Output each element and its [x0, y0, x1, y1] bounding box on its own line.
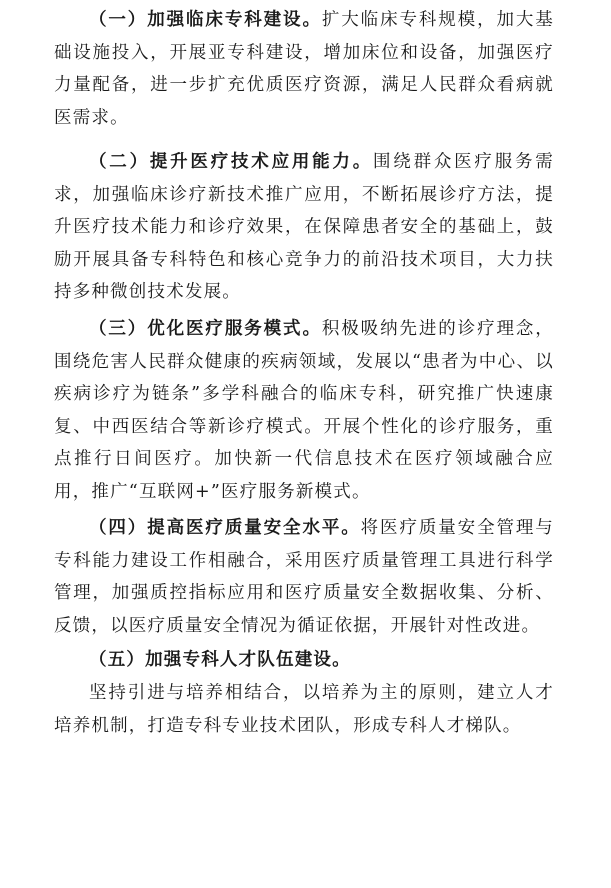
section-3-paragraph	[54, 313, 554, 509]
section-3-body: 积极吸纳先进的诊疗理念，围绕危害人民群众健康的疾病领域，发展以“患者为中心、以疾病诊疗为链条”多学科融合的临床专科，研究推广快速康复、中西医结合等新诊疗模式。开展个性化的诊疗服务，重点推行日间医疗。加快新一代信息技术在医疗领域融合应用，推广“互联网+”医疗服务新模式。	[54, 319, 555, 502]
section-1-body: 扩大临床专科规模，加大基础设施投入，开展亚专科建设，增加床位和设备，加强医疗力量配备，进一步扩充优质医疗资源，满足人民群众看病就医需求。	[54, 10, 555, 128]
section-4-heading: （四）提高医疗质量安全水平。	[89, 518, 361, 538]
section-2-paragraph	[54, 146, 554, 309]
section-1-heading: （一）加强临床专科建设。	[89, 10, 322, 30]
section-5-paragraph	[54, 644, 351, 677]
section-4-body: 将医疗质量安全管理与专科能力建设工作相融合，采用医疗质量管理工具进行科学管理，加强质控指标应用和医疗质量安全数据收集、分析、反馈，以医疗质量安全情况为循证依据，开展针对性改进。	[54, 518, 554, 636]
section-4-paragraph	[54, 512, 554, 642]
section-2-heading: （二）提升医疗技术应用能力。	[89, 152, 373, 172]
section-1-paragraph	[54, 4, 554, 134]
section-3-heading: （三）优化医疗服务模式。	[89, 319, 322, 339]
section-5-heading: （五）加强专科人才队伍建设。	[89, 650, 351, 670]
section-2-body: 围绕群众医疗服务需求，加强临床诊疗新技术推广应用，不断拓展诊疗方法，提升医疗技术能力和诊疗效果，在保障患者安全的基础上，鼓励开展具备专科特色和核心竞争力的前沿技术项目，大力扶持多种微创技术发展。	[54, 152, 554, 303]
closing-paragraph: 坚持引进与培养相结合，以培养为主的原则，建立人才培养机制，打造专科专业技术团队，形成专科人才梯队。	[54, 683, 554, 736]
